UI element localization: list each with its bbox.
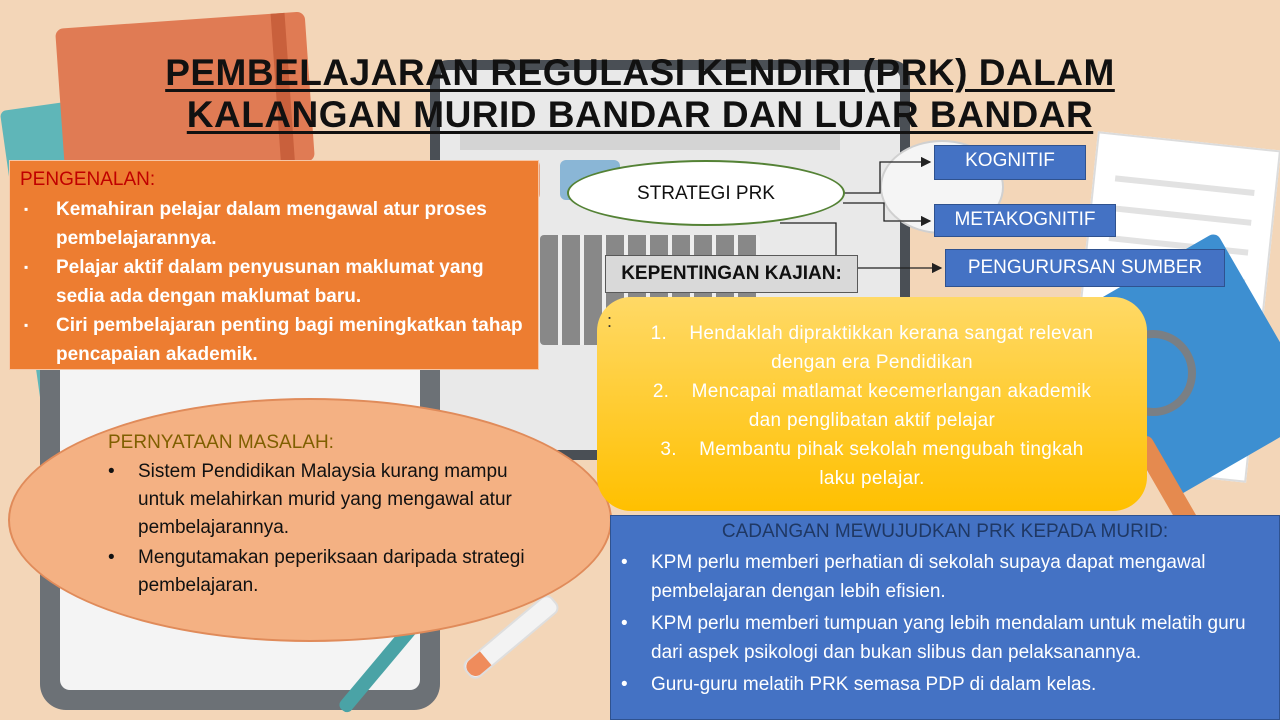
bullet-icon: • <box>621 613 628 634</box>
list-item <box>617 435 1127 493</box>
list-item <box>20 253 528 311</box>
bullet-icon: • <box>108 547 115 568</box>
list-item <box>617 377 1127 435</box>
list-item-text: KPM perlu memberi perhatian di sekolah supaya dapat mengawal pembelajaran dengan lebih efisien. <box>651 552 1206 602</box>
strategy-metakognitif-box: METAKOGNITIF <box>934 204 1116 237</box>
suggestion-list <box>611 548 1251 702</box>
importance-label: KEPENTINGAN KAJIAN: <box>605 255 858 293</box>
list-item <box>20 311 528 369</box>
list-number: 1. <box>650 323 668 344</box>
importance-list <box>617 319 1127 493</box>
square-bullet-icon: ▪ <box>24 260 29 274</box>
suggestion-box <box>610 515 1280 720</box>
list-number: 3. <box>660 439 677 460</box>
list-item-text: Ciri pembelajaran penting bagi meningkatkan tahap pencapaian akademik. <box>56 315 523 365</box>
list-item-text: Mencapai matlamat kecemerlangan akademik <box>691 381 1092 402</box>
strategy-pengurusan-sumber-box: PENGURURSAN SUMBER <box>945 249 1225 287</box>
problem-list <box>100 458 540 602</box>
list-item-text: KPM perlu memberi tumpuan yang lebih mendalam untuk melatih guru dari aspek psikologi dan bukan slibus dan pelaksanannya. <box>651 613 1246 663</box>
list-item-text: Mengutamakan peperiksaan daripada strategi pembelajaran. <box>138 547 525 596</box>
list-item <box>617 319 1127 377</box>
bullet-icon: • <box>108 461 115 482</box>
strategy-kognitif-box: KOGNITIF <box>934 145 1086 180</box>
list-item <box>100 458 540 542</box>
list-item-text: Membantu pihak sekolah mengubah tingkah <box>699 439 1084 460</box>
square-bullet-icon: ▪ <box>24 318 29 332</box>
suggestion-heading: CADANGAN MEWUJUDKAN PRK KEPADA MURID: <box>721 521 1169 542</box>
title-line-2: KALANGAN MURID BANDAR DAN LUAR BANDAR <box>186 94 1094 135</box>
problem-heading: PERNYATAAN MASALAH: <box>108 432 334 453</box>
list-item-continuation: dengan era Pendidikan <box>771 352 973 373</box>
importance-box <box>597 297 1147 511</box>
introduction-box <box>9 160 539 370</box>
introduction-list <box>20 195 528 369</box>
strategy-label: STRATEGI PRK <box>637 183 775 204</box>
bullet-icon: • <box>621 674 628 695</box>
title-line-1: PEMBELAJARAN REGULASI KENDIRI (PRK) DALAM <box>165 52 1115 93</box>
list-item <box>611 548 1251 606</box>
list-item-continuation: dan penglibatan aktif pelajar <box>748 410 996 431</box>
list-item-continuation: laku pelajar. <box>819 468 925 489</box>
list-item-text: Hendaklah dipraktikkan kerana sangat relevan <box>689 323 1094 344</box>
list-item-text: Kemahiran pelajar dalam mengawal atur proses pembelajarannya. <box>56 199 487 249</box>
list-item-text: Sistem Pendidikan Malaysia kurang mampu untuk melahirkan murid yang mengawal atur pembelajarannya. <box>138 461 512 538</box>
list-number: 2. <box>652 381 670 402</box>
list-item-text: Pelajar aktif dalam penyusunan maklumat yang sedia ada dengan maklumat baru. <box>56 257 484 307</box>
stray-colon: : <box>607 311 613 331</box>
list-item <box>20 195 528 253</box>
bullet-icon: • <box>621 552 628 573</box>
list-item-text: Guru-guru melatih PRK semasa PDP di dalam kelas. <box>651 674 1097 695</box>
strategy-ellipse <box>567 160 845 226</box>
introduction-heading: PENGENALAN: <box>20 169 156 190</box>
list-item <box>611 609 1251 667</box>
list-item <box>100 544 540 600</box>
page-title <box>0 52 1280 136</box>
square-bullet-icon: ▪ <box>24 202 29 216</box>
list-item <box>611 670 1251 699</box>
problem-statement-ellipse <box>8 398 612 642</box>
